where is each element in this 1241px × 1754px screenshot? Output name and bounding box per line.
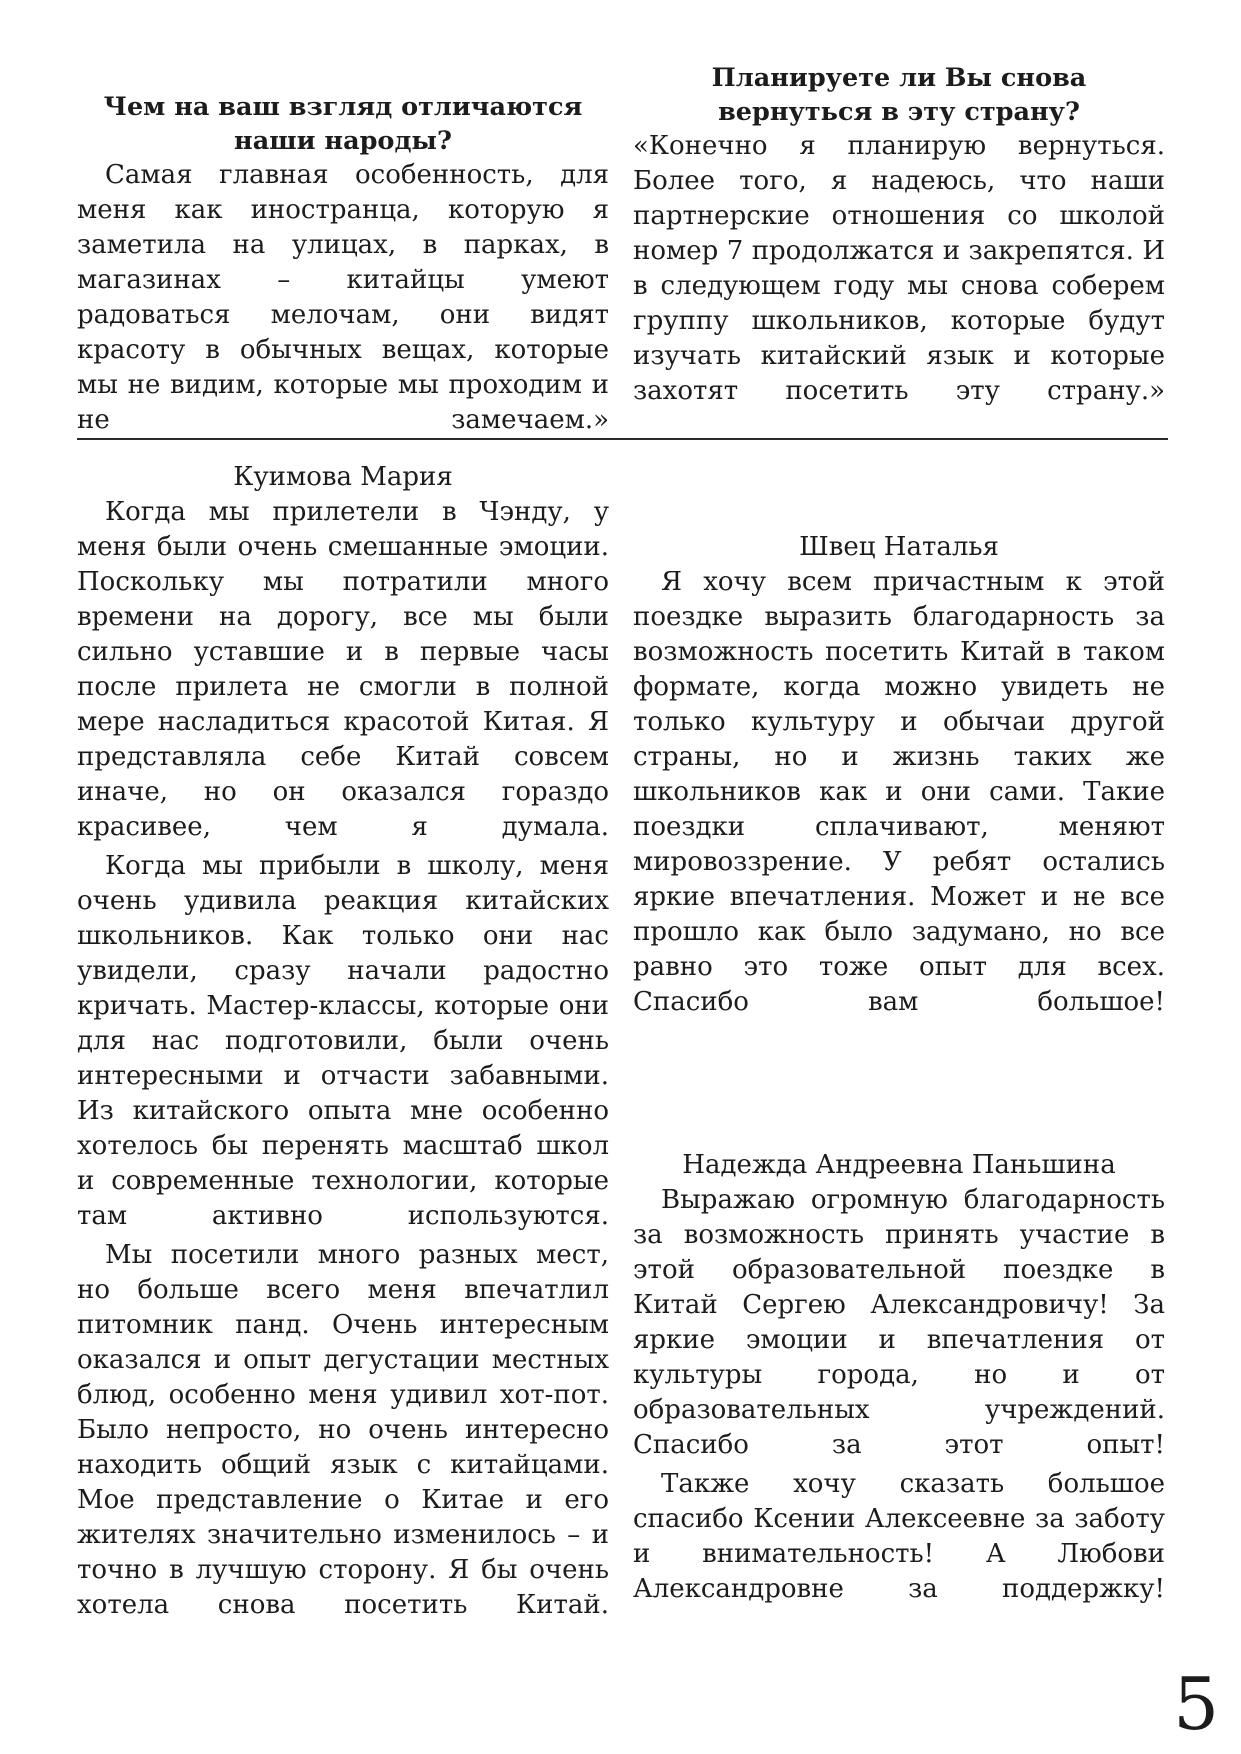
testimonial-kuimova <box>77 460 609 1627</box>
page-number: 5 <box>1173 1662 1219 1746</box>
qa-block-right <box>633 61 1165 413</box>
paragraph: Выражаю огромную благодарность за возможность принять участие в этой образовательной поездке в Китай Сергею Александровичу! За яркие эмоции и впечатления от культуры города, но и от образовательных учреждений. Спасибо за этот опыт! <box>633 1185 1165 1460</box>
qa-block-left <box>77 90 609 442</box>
answer-return: «Конечно я планирую вернуться. Более того, я надеюсь, что наши партнерские отношения со школой номер 7 продолжатся и закрепятся. И в следующем году мы снова соберем группу школьников, которые будут изучать китайский язык и которые захотят посетить эту страну.» <box>633 131 1165 406</box>
question-heading-return: Планируете ли Вы снова вернуться в эту страну? <box>711 63 1087 127</box>
author-shvets: Швец Наталья <box>799 532 999 562</box>
paragraph: Также хочу сказать большое спасибо Ксении Алексеевне за заботу и внимательность! А Любови Александровне за поддержку! <box>633 1469 1165 1604</box>
section-divider <box>77 438 1168 440</box>
author-panshina: Надежда Андреевна Паньшина <box>682 1150 1116 1180</box>
answer-peoples: Самая главная особенность, для меня как иностранца, которую я заметила на улицах, в парках, в магазинах – китайцы умеют радоваться мелочам, они видят красоту в обычных вещах, которые мы не видим, которые мы проходим и не замечаем.» <box>77 160 609 435</box>
question-heading-peoples: Чем на ваш взгляд отличаются наши народы? <box>103 92 583 156</box>
paragraph: Когда мы прилетели в Чэнду, у меня были очень смешанные эмоции. Поскольку мы потратили много времени на дорогу, все мы были сильно уставшие и в первые часы после прилета не смогли в полной мере насладиться красотой Китая. Я представляла себе Китай совсем иначе, но он оказался гораздо красивее, чем я думала. <box>77 497 609 842</box>
author-kuimova: Куимова Мария <box>233 462 453 492</box>
testimonial-panshina <box>633 1148 1165 1611</box>
paragraph: Мы посетили много разных мест, но больше всего меня впечатлил питомник панд. Очень интересным оказался и опыт дегустации местных блюд, особенно меня удивил хот-пот. Было непросто, но очень интересно находить общий язык с китайцами. Мое представление о Китае и его жителях значительно изменилось – и точно в лучшую сторону. Я бы очень хотела снова посетить Китай. <box>77 1240 609 1620</box>
testimonial-shvets <box>633 530 1165 1024</box>
paragraph: Я хочу всем причастным к этой поездке выразить благодарность за возможность посетить Китай в таком формате, когда можно увидеть не только культуру и обычаи другой страны, но и жизнь таких же школьников как и они сами. Такие поездки сплачивают, меняют мировоззрение. У ребят остались яркие впечатления. Может и не все прошло как было задумано, но все равно это тоже опыт для всех. Спасибо вам большое! <box>633 567 1165 1017</box>
paragraph: Когда мы прибыли в школу, меня очень удивила реакция китайских школьников. Как только они нас увидели, сразу начали радостно кричать. Мастер-классы, которые они для нас подготовили, были очень интересными и отчасти забавными. Из китайского опыта мне особенно хотелось бы перенять масштаб школ и современные технологии, которые там активно используются. <box>77 851 609 1231</box>
